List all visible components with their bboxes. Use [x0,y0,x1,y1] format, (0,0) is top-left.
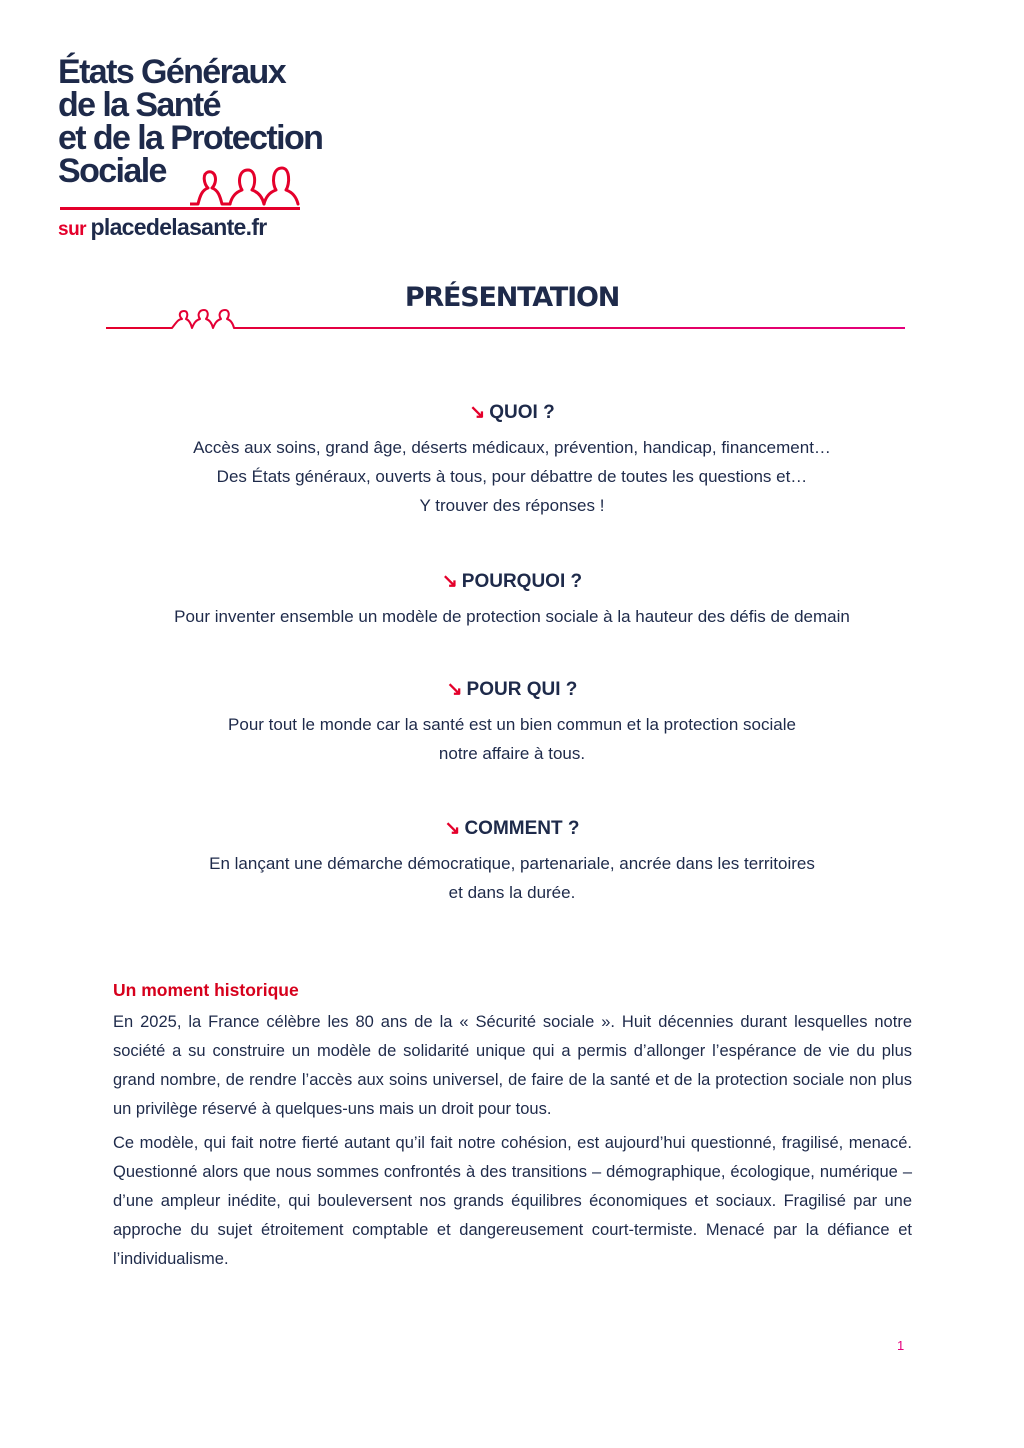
arrow-down-right-icon: ↘ [469,402,486,423]
page-title: PRÉSENTATION [404,282,620,313]
historic-section [113,979,912,1279]
section-pourquoi [0,569,1024,631]
section-heading [0,400,1024,426]
arrow-down-right-icon: ↘ [446,679,463,700]
section-pour-qui [0,677,1024,768]
section-heading-text: POUR QUI ? [466,679,578,700]
page-number: 1 [897,1338,905,1353]
logo-line: États Généraux [58,53,286,91]
section-line: En lançant une démarche démocratique, partenariale, ancrée dans les territoires [209,854,815,873]
logo-url: placedelasante.fr [90,214,267,240]
section-line: Accès aux soins, grand âge, déserts médicaux, prévention, handicap, financement… [193,438,831,457]
section-body [0,602,1024,631]
section-heading-text: QUOI ? [489,402,555,423]
paragraph: En 2025, la France célèbre les 80 ans de la « Sécurité sociale ». Huit décennies durant lesquelles notre société a su construire un modèle de solidarité unique qui a permis d’allonger l’espérance de vie du plus grand nombre, de rendre l’accès aux soins universel, de faire de la santé et de la protection sociale non plus un privilège réservé à quelques-uns mais un droit pour tous. [113,1013,912,1118]
section-heading [0,816,1024,842]
section-comment [0,816,1024,907]
logo [58,53,378,240]
section-heading [0,677,1024,703]
logo-underline [60,207,300,210]
section-line: notre affaire à tous. [438,744,586,763]
logo-sur: sur [58,219,87,240]
paragraph: Ce modèle, qui fait notre fierté autant qu’il fait notre cohésion, est aujourd’hui questionné, fragilisé, menacé. Questionné alors que nous sommes confrontés à des transitions – démographique, écologique, numérique – d’une ampleur inédite, qui bouleversent nos grands équilibres économiques et sociaux. Fragilisé par une approche du sujet étroitement comptable et dangereusement court-termiste. Menacé par la défiance et l’individualisme. [113,1134,912,1268]
logo-website [58,214,267,241]
section-heading-text: POURQUOI ? [461,571,583,592]
title-underline [106,309,906,331]
historic-heading: Un moment historique [113,980,299,1000]
section-body [0,849,1024,907]
section-line: Des États généraux, ouverts à tous, pour débattre de toutes les questions et… [216,467,808,486]
arrow-down-right-icon: ↘ [444,818,461,839]
section-line: Pour tout le monde car la santé est un bien commun et la protection sociale [228,715,796,734]
arrow-down-right-icon: ↘ [441,571,458,592]
section-line: Y trouver des réponses ! [419,496,605,515]
section-heading-text: COMMENT ? [464,818,580,839]
people-group-icon [190,160,300,206]
section-body [0,710,1024,768]
logo-line: et de la Protection [58,119,323,157]
logo-line: Sociale [58,152,166,190]
section-body [0,433,1024,520]
logo-line: de la Santé [58,86,220,124]
section-quoi [0,400,1024,520]
section-heading [0,569,1024,595]
section-line: Pour inventer ensemble un modèle de protection sociale à la hauteur des défis de demain [174,607,850,626]
section-line: et dans la durée. [448,883,576,902]
